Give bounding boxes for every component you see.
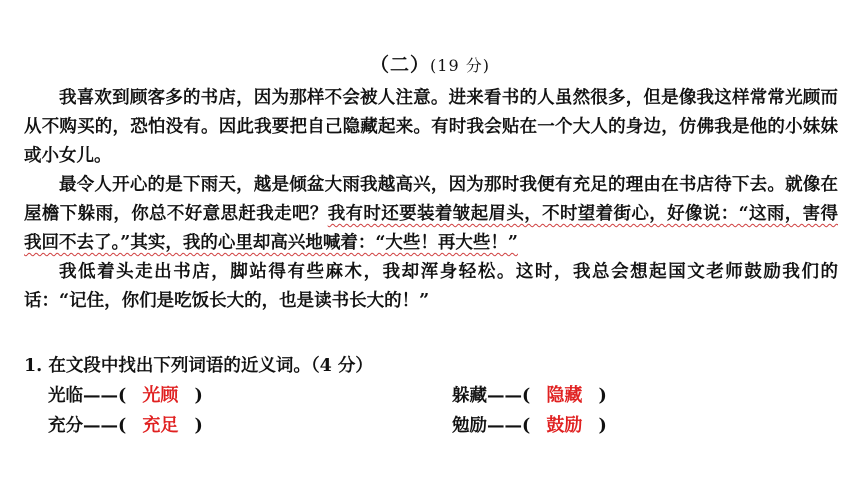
paragraph-1: 我喜欢到顾客多的书店，因为那样不会被人注意。进来看书的人虽然很多，但是像我这样常常光顾而从不购买的，恐怕没有。因此我要把自己隐藏起来。有时我会贴在一个大人的身边，仿佛我是他的小妹妹或小女儿。: [24, 88, 838, 166]
paragraph-3: 我低着头走出书店，脚站得有些麻木，我却浑身轻松。这时，我总会想起国文老师鼓励我们的话：“记住，你们是吃饭长大的，也是读书长大的！”: [24, 262, 838, 311]
open-paren: (: [522, 416, 531, 436]
pair-dash: ——: [83, 416, 118, 436]
answer-text: 隐藏: [546, 385, 583, 406]
reading-passage: [24, 84, 838, 316]
synonym-pair: [452, 411, 607, 437]
section-score: (19 分): [430, 56, 490, 75]
close-paren: ): [194, 416, 203, 436]
pair-word: 充分: [48, 416, 83, 436]
answer-text: 光顾: [142, 385, 179, 406]
paragraph-2-text: 最令人开心的是下雨天，越是倾盆大雨我越高兴，因为那时我便有充足的理由在书店待下去。就像在屋檐下躲雨，你总不好意思赶我走吧？: [24, 175, 838, 224]
section-number: （二）: [370, 54, 431, 76]
synonym-pair: [452, 381, 607, 407]
synonym-pair: [48, 411, 203, 437]
answer-text: 鼓励: [546, 415, 583, 436]
question-1: 1. 在文段中找出下列词语的近义词。（4 分）: [24, 356, 373, 376]
synonym-pair: [48, 381, 203, 407]
pair-word: 勉励: [452, 416, 487, 436]
open-paren: (: [118, 416, 127, 436]
section-title: [0, 50, 860, 77]
paragraph-2: [24, 171, 838, 258]
open-paren: (: [118, 386, 127, 406]
open-paren: (: [522, 386, 531, 406]
answer-text: 充足: [142, 415, 179, 436]
close-paren: ): [598, 386, 607, 406]
pair-dash: ——: [487, 386, 522, 406]
pair-dash: ——: [487, 416, 522, 436]
pair-dash: ——: [83, 386, 118, 406]
pair-word: 光临: [48, 386, 83, 406]
pair-word: 躲藏: [452, 386, 487, 406]
close-paren: ): [598, 416, 607, 436]
wavy-underlined-sentence: 我有时还要装着皱起眉头，不时望着街心，好像说：“这雨，害得我回不去了。”其实，我的心里却高兴地喊着：“大些！再大些！”: [24, 204, 838, 253]
close-paren: ): [194, 386, 203, 406]
